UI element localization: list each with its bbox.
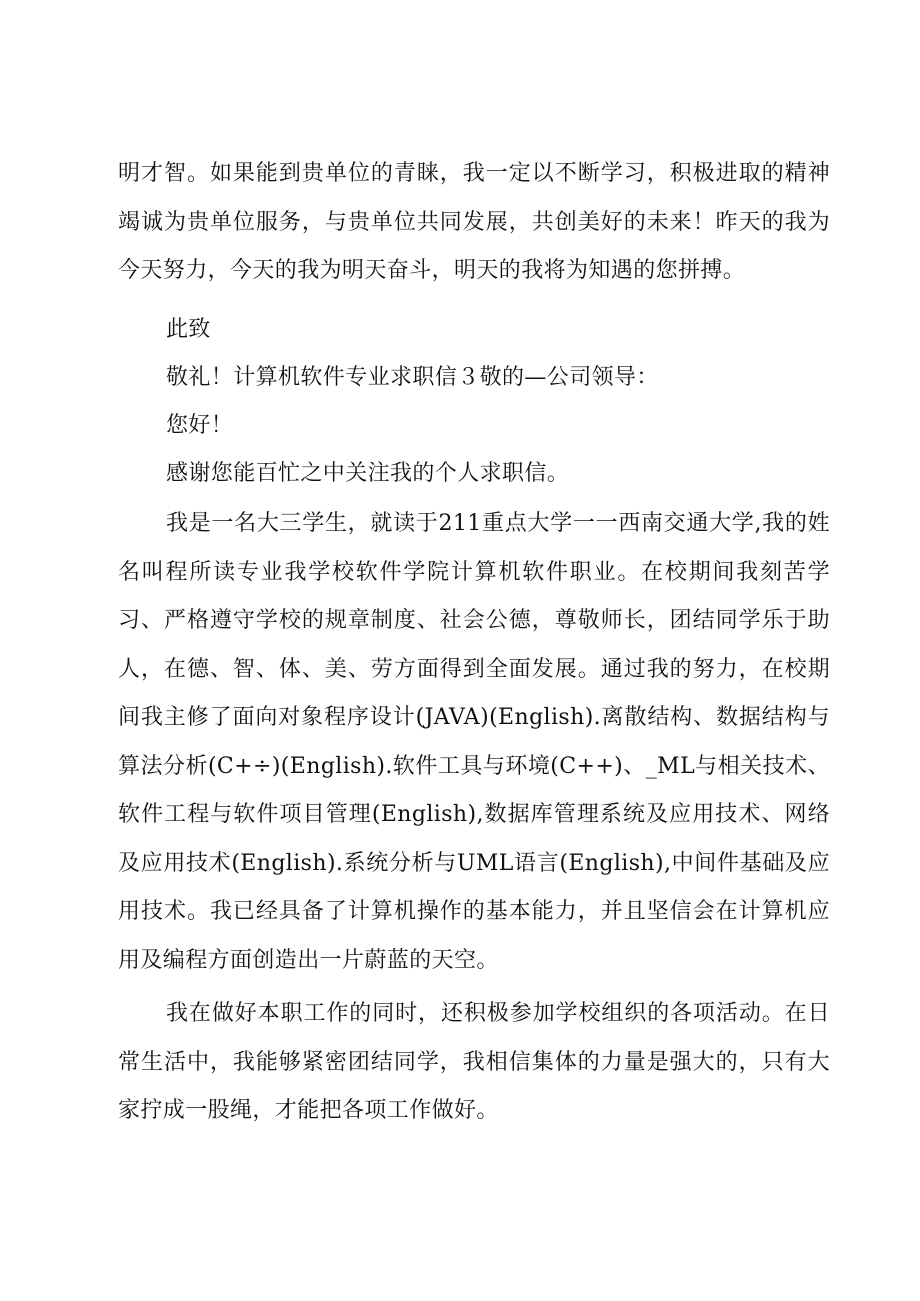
paragraph-2: 我是一名大三学生，就读于211重点大学一一西南交通大学,我的姓名叫程所读专业我学校软件学院计算机软件职业。在校期间我刻苦学习、严格遵守学校的规章制度、社会公德，尊敬师长，团结同学乐于助人，在德、智、体、美、劳方面得到全面发展。通过我的努力，在校期间我主修了面向对象程序设计(JAVA)(English).离散结构、数据结构与算法分析(C+÷)(English).软件工具与环境(C++)、_ML与相关技术、软件工程与软件项目管理(English),数据库管理系统及应用技术、网络及应用技术(English).系统分析与UML语言(English),中间件基础及应用技术。我已经具备了计算机操作的基本能力，并且坚信会在计算机应用及编程方面创造出一片蔚蓝的天空。 [118, 511, 830, 973]
paragraph-1: 明才智。如果能到贵单位的青睐，我一定以不断学习，积极进取的精神竭诚为贵单位服务，与贵单位共同发展，共创美好的未来！昨天的我为今天努力，今天的我为明天奋斗，明天的我将为知遇的您拼搏。 [118, 161, 830, 283]
closing-regards-heading: 敬礼！计算机软件专业求职信３敬的—公司领导： [166, 365, 659, 390]
greeting: 您好！ [166, 413, 234, 438]
paragraph-3: 我在做好本职工作的同时，还积极参加学校组织的各项活动。在日常生活中，我能够紧密团结同学，我相信集体的力量是强大的，只有大家拧成一股绳，才能把各项工作做好。 [118, 1001, 830, 1123]
closing-salutation: 此致 [166, 317, 211, 342]
intro-line: 感谢您能百忙之中关注我的个人求职信。 [166, 461, 570, 486]
